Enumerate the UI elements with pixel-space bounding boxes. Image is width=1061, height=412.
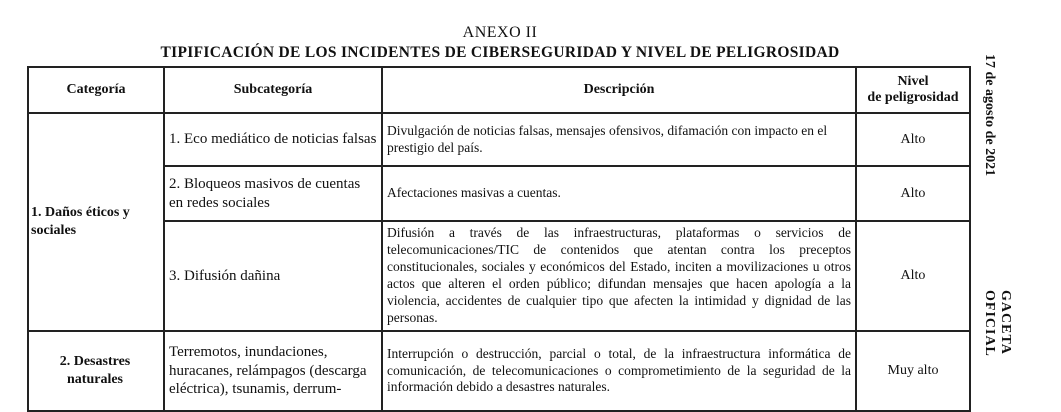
table-row (28, 113, 970, 166)
document-title: TIPIFICACIÓN DE LOS INCIDENTES DE CIBERSEGURIDAD Y NIVEL DE PELIGROSIDAD (160, 44, 840, 61)
subcategory-cell: 1. Eco mediático de noticias falsas (164, 113, 382, 166)
incident-table (27, 66, 971, 412)
category-cell: 1. Daños éticos y sociales (28, 113, 164, 331)
category-cell: 2. Desastres naturales (28, 331, 164, 411)
subcategory-cell: 3. Difusión dañina (164, 221, 382, 331)
header-descripcion: Descripción (382, 67, 856, 113)
level-cell: Alto (856, 113, 970, 166)
header-nivel-line1: Nivel (897, 74, 929, 89)
description-cell: Divulgación de noticias falsas, mensajes ofensivos, difamación con impacto en el prestigio del país. (382, 113, 856, 166)
side-date: 17 de agosto de 2021 (982, 54, 997, 177)
header-categoria: Categoría (28, 67, 164, 113)
description-cell: Afectaciones masivas a cuentas. (382, 166, 856, 221)
table-header-row (28, 67, 970, 113)
side-gazette: GACETA OFICIAL (982, 290, 1013, 357)
subcategory-cell: Terremotos, inundaciones, huracanes, relámpagos (descarga eléctrica), tsunamis, derrum- (164, 331, 382, 411)
level-cell: Alto (856, 221, 970, 331)
header-nivel-line2: de peligrosidad (867, 90, 959, 105)
header-nivel (856, 67, 970, 113)
header-subcategoria: Subcategoría (164, 67, 382, 113)
description-cell: Difusión a través de las infraestructuras, plataformas o servicios de telecomunicaciones/TIC de contenidos que atentan contra los preceptos constitucionales, sociales y económicos del Estado, inciten a movilizaciones u otros actos que alteren el orden público; difundan mensajes que hacen apología a la violencia, accidentes de cualquier tipo que afecten la intimidad y dignidad de las personas. (382, 221, 856, 331)
subcategory-cell: 2. Bloqueos masivos de cuentas en redes sociales (164, 166, 382, 221)
description-cell: Interrupción o destrucción, parcial o total, de la infraestructura informática de comunicación, de telecomunicaciones o comprometimiento de la seguridad de la información debido a desastres naturales. (382, 331, 856, 411)
level-cell: Alto (856, 166, 970, 221)
annex-label: ANEXO II (462, 24, 538, 41)
table-row (28, 166, 970, 221)
table-row (28, 331, 970, 411)
table-row (28, 221, 970, 331)
level-cell: Muy alto (856, 331, 970, 411)
